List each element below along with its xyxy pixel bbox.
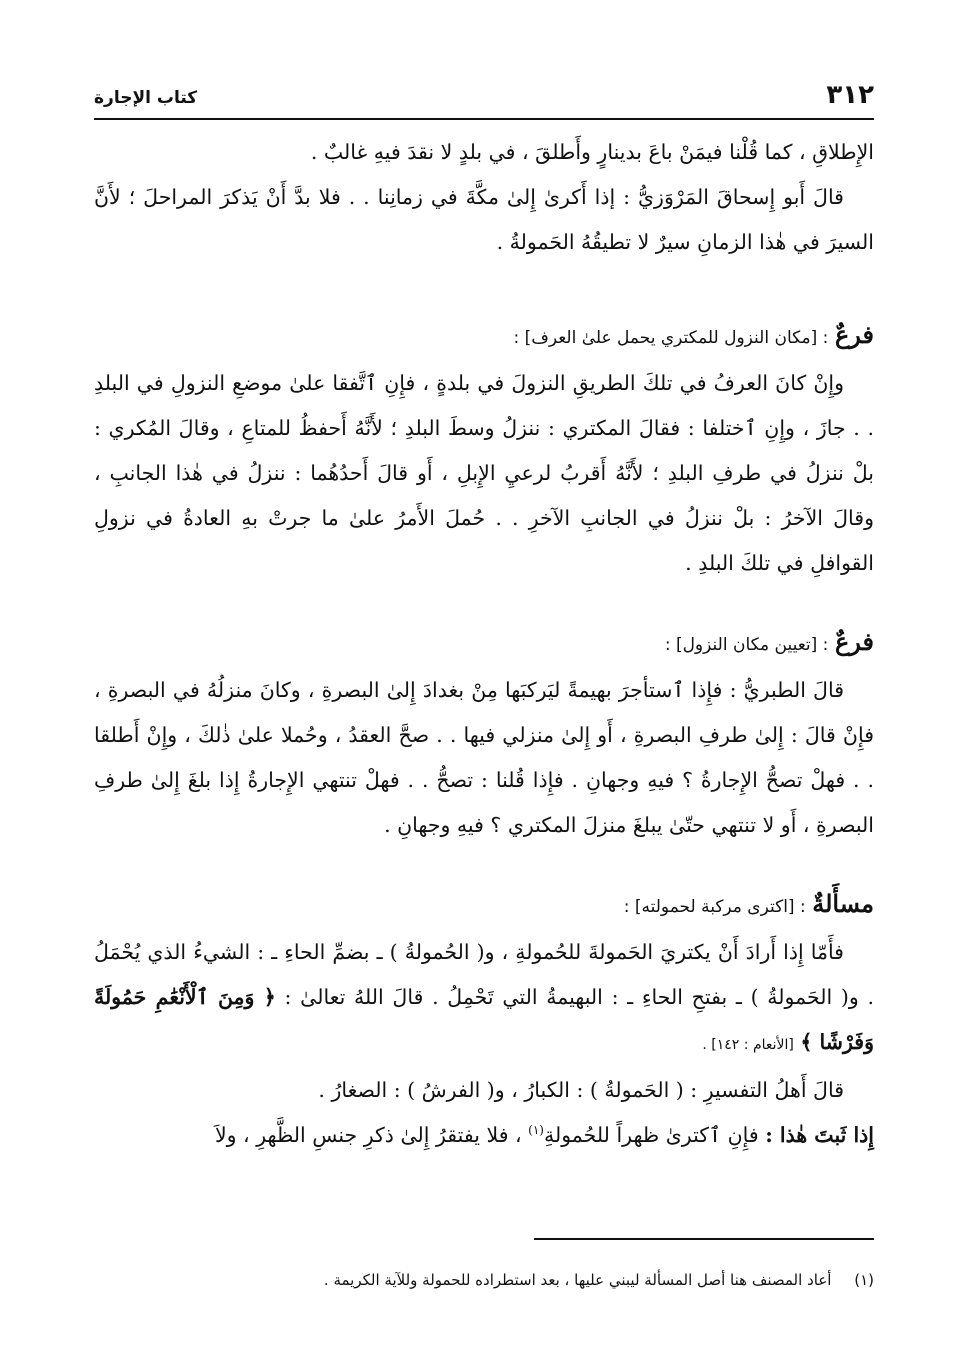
book-title: كتاب الإجارة (94, 88, 198, 108)
paragraph-tabari: قالَ الطبريُّ : فإِذا ٱستأجرَ بهيمةً ليَركبَها مِنْ بغدادَ إِلىٰ البصرةِ ، وكانَ منزلُهُ في البصرةِ ، فإِنْ قالَ : إِلىٰ طرفِ البصرةِ ، أَو إِلىٰ منزلي فيها . . صحَّ العقدُ ، وحُملا علىٰ ذٰلكَ ، وإِنْ أَطلقا . . فهلْ تصحُّ الإِجارةُ ؟ فيهِ وجهانِ . فإِذا قُلنا : تصحُّ . . فهلْ تنتهي الإِجارةُ إِذا بلغَ إِلىٰ طرفِ البصرةِ ، أَو لا تنتهي حتّىٰ يبلغَ منزلَ المكتري ؟ فيهِ وجهانِ . (94, 678, 874, 837)
heading-title: : [اكترى مركبة لحمولته] : (623, 897, 806, 917)
heading-label: مسأَلةٌ (812, 889, 874, 918)
paragraph-text: ، فلا يفتقرُ إِلىٰ ذكرِ جنسِ الظَّهرِ ، ولاَ (214, 1123, 522, 1147)
section-gap (94, 265, 874, 312)
footnote-number: (١) (854, 1271, 874, 1289)
footnote-divider (534, 1238, 874, 1240)
heading-label: فرعٌ (834, 627, 874, 656)
section-gap (94, 848, 874, 881)
heading-title: : [تعيين مكان النزول] : (664, 635, 829, 655)
page-header (94, 78, 874, 120)
paragraph-text: فإِنِ ٱكترىٰ ظهراً للحُمولةِ (543, 1123, 759, 1147)
body-text (94, 130, 874, 1158)
paragraph-lead: إِذا ثَبتَ هٰذا : (765, 1123, 874, 1147)
paragraph-hamula (94, 930, 874, 1068)
paragraph-continuation: الإِطلاقِ ، كما قُلْنا فيمَنْ باعَ بدينارٍ وأَطلقَ ، في بلدٍ لا نقدَ فيهِ غالبٌ . (310, 140, 874, 164)
book-page (94, 78, 874, 1328)
paragraph-marwazi: قالَ أَبو إِسحاقَ المَرْوَزيُّ : إذا أَكرىٰ إِلىٰ مكَّةَ في زمانِنا . . فلا بدَّ أَنْ يَذكرَ المراحلَ ؛ لأَنَّ السيرَ في هٰذا الزمانِ سيرٌ لا تطيقُهُ الحَمولةُ . (94, 185, 874, 254)
paragraph-tafsir: قالَ أَهلُ التفسيرِ : ( الحَمولةُ ) : الكبارُ ، و( الفرشُ ) : الصغارُ . (318, 1078, 844, 1102)
footnote-text: أعاد المصنف هنا أصل المسألة ليبني عليها ، بعد استطراده للحمولة وللآية الكريمة . (323, 1271, 832, 1289)
page-number: ٣١٢ (826, 80, 874, 110)
footnote (94, 1266, 874, 1294)
section-gap (94, 586, 874, 619)
heading-title: : [مكان النزول للمكتري يحمل علىٰ العرف] : (513, 328, 829, 348)
paragraph-text: فأَمّا إِذا أَرادَ أَنْ يكتريَ الحَمولةَ للحُمولةِ ، و( الحُمولةُ ) ـ بضمِّ الحاءِ ـ : الشيءُ الذي يُحْمَلُ . و( الحَمولةُ ) ـ بفتحِ الحاءِ ـ : البهيمةُ التي تَحْمِلُ . قالَ اللهُ تعالىٰ : (94, 940, 874, 1009)
quran-reference: [الأنعام : ١٤٢] . (702, 1037, 794, 1053)
section-heading-far-1 (94, 312, 874, 361)
paragraph-custom-rule: وإِنْ كانَ العرفُ في تلكَ الطريقِ النزولَ في بلدةٍ ، فإِنِ ٱتَّفقا علىٰ موضعِ النزولِ في البلدِ . . جازَ ، وإِنِ ٱختلفا : فقالَ المكتري : ننزلُ وسطَ البلدِ ؛ لأَنَّهُ أَحفظُ للمتاعِ ، وقالَ المُكري : بلْ ننزلُ في طرفِ البلدِ ؛ لأَنَّهُ أَقربُ لرعيِ الإِبلِ ، أَو قالَ أَحدُهُما : ننزلُ في هٰذا الجانبِ ، وقالَ الآخرُ : بلْ ننزلُ في الجانبِ الآخرِ . . حُملَ الأَمرُ علىٰ ما جرتْ بهِ العادةُ في نزولِ القوافلِ في تلكَ البلدِ . (94, 371, 874, 575)
heading-label: فرعٌ (834, 320, 874, 349)
paragraph-final (94, 1113, 874, 1158)
section-heading-masala (94, 881, 874, 930)
footnote-reference: (١) (528, 1123, 544, 1138)
section-heading-far-2 (94, 619, 874, 668)
quran-verse: ﴿ وَمِنَ ٱلْأَنْعَٰمِ حَمُولَةً وَفَرْشًا ﴾ (94, 985, 874, 1054)
